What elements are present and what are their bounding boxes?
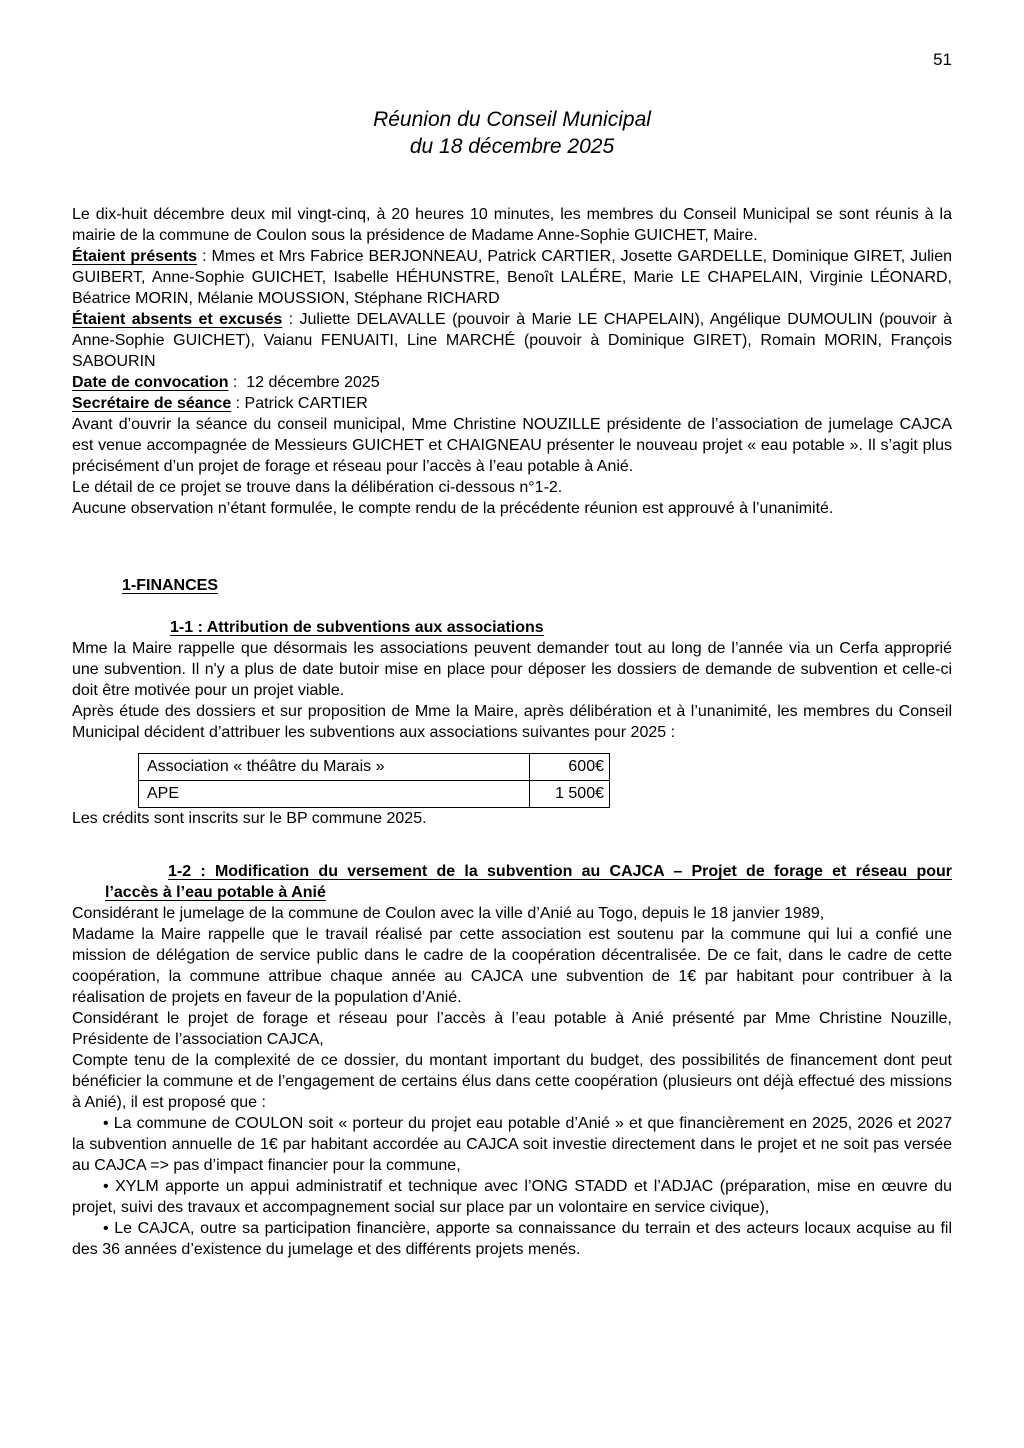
paragraph-convocation: [72, 372, 952, 393]
sub2-paragraph-2: Madame la Maire rappelle que le travail réalisé par cette association est soutenu par la commune qui lui a confié une mission de délégation de service public dans le cadre de la coopération décentralisée. De ce fait, dans le cadre de cette coopération, la commune attribue chaque année au CAJCA une subvention de 1€ par habitant pour contribuer à la réalisation de projets en faveur de la population d’Anié.: [72, 926, 952, 1006]
association-name: Association « théâtre du Marais »: [139, 754, 530, 781]
bullet-item: • Le CAJCA, outre sa participation financière, apporte sa connaissance du terrain et des acteurs locaux acquise au fil des 36 années d’existence du jumelage et des différents projets menés.: [72, 1220, 952, 1258]
secretaire-label: Secrétaire de séance: [72, 395, 232, 412]
association-amount: 1 500€: [530, 781, 610, 808]
association-amount: 600€: [530, 754, 610, 781]
sub2-heading-line1: 1-2 : Modification du versement de la subvention au CAJCA – Projet de forage et réseau pour: [168, 863, 952, 880]
page-number: 51: [933, 50, 952, 69]
paragraph-detail: Le détail de ce projet se trouve dans la délibération ci-dessous n°1-2.: [72, 479, 563, 496]
paragraph-secretaire: [72, 393, 952, 414]
subventions-table: [138, 753, 610, 808]
sub1-heading: 1-1 : Attribution de subventions aux associations: [170, 619, 544, 636]
secretaire-text: : Patrick CARTIER: [231, 395, 368, 412]
paragraph-presents: [72, 246, 952, 309]
title-line-2: du 18 décembre 2025: [409, 135, 615, 158]
convocation-text: : 12 décembre 2025: [228, 374, 380, 391]
absents-label: Étaient absents et excusés: [72, 311, 283, 328]
sub2-heading-line2: l’accès à l’eau potable à Anié: [105, 884, 326, 901]
sub2-paragraph-1: Considérant le jumelage de la commune de Coulon avec la ville d’Anié au Togo, depuis le 18 janvier 1989,: [72, 905, 825, 922]
table-row: [139, 781, 610, 808]
bullet-item: • XYLM apporte un appui administratif et technique avec l’ONG STADD et l’ADJAC (préparation, mise en œuvre du projet, suivi des travaux et accompagnement social sur place par un volontaire en service civique),: [72, 1178, 952, 1216]
paragraph-preamble: Avant d’ouvrir la séance du conseil municipal, Mme Christine NOUZILLE présidente de l’association de jumelage CAJCA est venue accompagnée de Messieurs GUICHET et CHAIGNEAU présenter le nouveau projet « eau potable ». Il s’agit plus précisément d’un projet de forage et réseau pour l’accès à l’eau potable à Anié.: [72, 416, 952, 475]
paragraph-approbation: Aucune observation n’étant formulée, le compte rendu de la précédente réunion est approuvé à l’unanimité.: [72, 500, 834, 517]
sub2-paragraph-4: Compte tenu de la complexité de ce dossier, du montant important du budget, des possibilités de financement dont peut bénéficier la commune et de l’engagement de certains élus dans cette coopération (plusieurs ont déjà effectué des missions à Anié), il est proposé que :: [72, 1052, 952, 1111]
paragraph-opening: Le dix-huit décembre deux mil vingt-cinq, à 20 heures 10 minutes, les membres du Conseil Municipal se sont réunis à la mairie de la commune de Coulon sous la présidence de Madame Anne-Sophie GUICHET, Maire.: [72, 206, 952, 244]
presents-label: Étaient présents: [72, 248, 198, 265]
presents-text: : Mmes et Mrs Fabrice BERJONNEAU, Patrick CARTIER, Josette GARDELLE, Dominique GIRET, Julien GUIBERT, Anne-Sophie GUICHET, Isabelle HÉHUNSTRE, Benoît LALÉRE, Marie LE CHAPELAIN, Virginie LÉONARD, Béatrice MORIN, Mélanie MOUSSION, Stéphane RICHARD: [72, 248, 953, 307]
table-row: [139, 754, 610, 781]
sub2-paragraph-3: Considérant le projet de forage et réseau pour l’accès à l’eau potable à Anié présenté par Mme Christine Nouzille, Présidente de l’association CAJCA,: [72, 1010, 952, 1048]
title-line-1: Réunion du Conseil Municipal: [373, 108, 651, 131]
association-name: APE: [139, 781, 530, 808]
bullet-item: • La commune de COULON soit « porteur du projet eau potable d’Anié » et que financièrement en 2025, 2026 et 2027 la subvention annuelle de 1€ par habitant accordée au CAJCA soit investie directement dans le projet et ne soit pas versée au CAJCA => pas d’impact financier pour la commune,: [72, 1115, 952, 1174]
convocation-label: Date de convocation: [72, 374, 229, 391]
sub1-paragraph-1: Mme la Maire rappelle que désormais les associations peuvent demander tout au long de l’année via un Cerfa approprié une subvention. Il n'y a plus de date butoir mise en place pour déposer les dossiers de demande de subvention et celle-ci doit être motivée pour un projet viable.: [72, 640, 952, 699]
finances-heading: 1-FINANCES: [122, 577, 219, 594]
paragraph-absents: [72, 309, 952, 372]
credits-note: Les crédits sont inscrits sur le BP commune 2025.: [72, 810, 427, 827]
sub1-paragraph-2: Après étude des dossiers et sur proposition de Mme la Maire, après délibération et à l’unanimité, les membres du Conseil Municipal décident d’attribuer les subventions aux associations suivantes pour 2025 :: [72, 703, 952, 741]
page-title: [72, 106, 952, 160]
absents-text: : Juliette DELAVALLE (pouvoir à Marie LE CHAPELAIN), Angélique DUMOULIN (pouvoir à Anne-Sophie GUICHET), Vaianu FENUAITI, Line MARCHÉ (pouvoir à Dominique GIRET), Romain MORIN, François SABOURIN: [72, 311, 953, 370]
